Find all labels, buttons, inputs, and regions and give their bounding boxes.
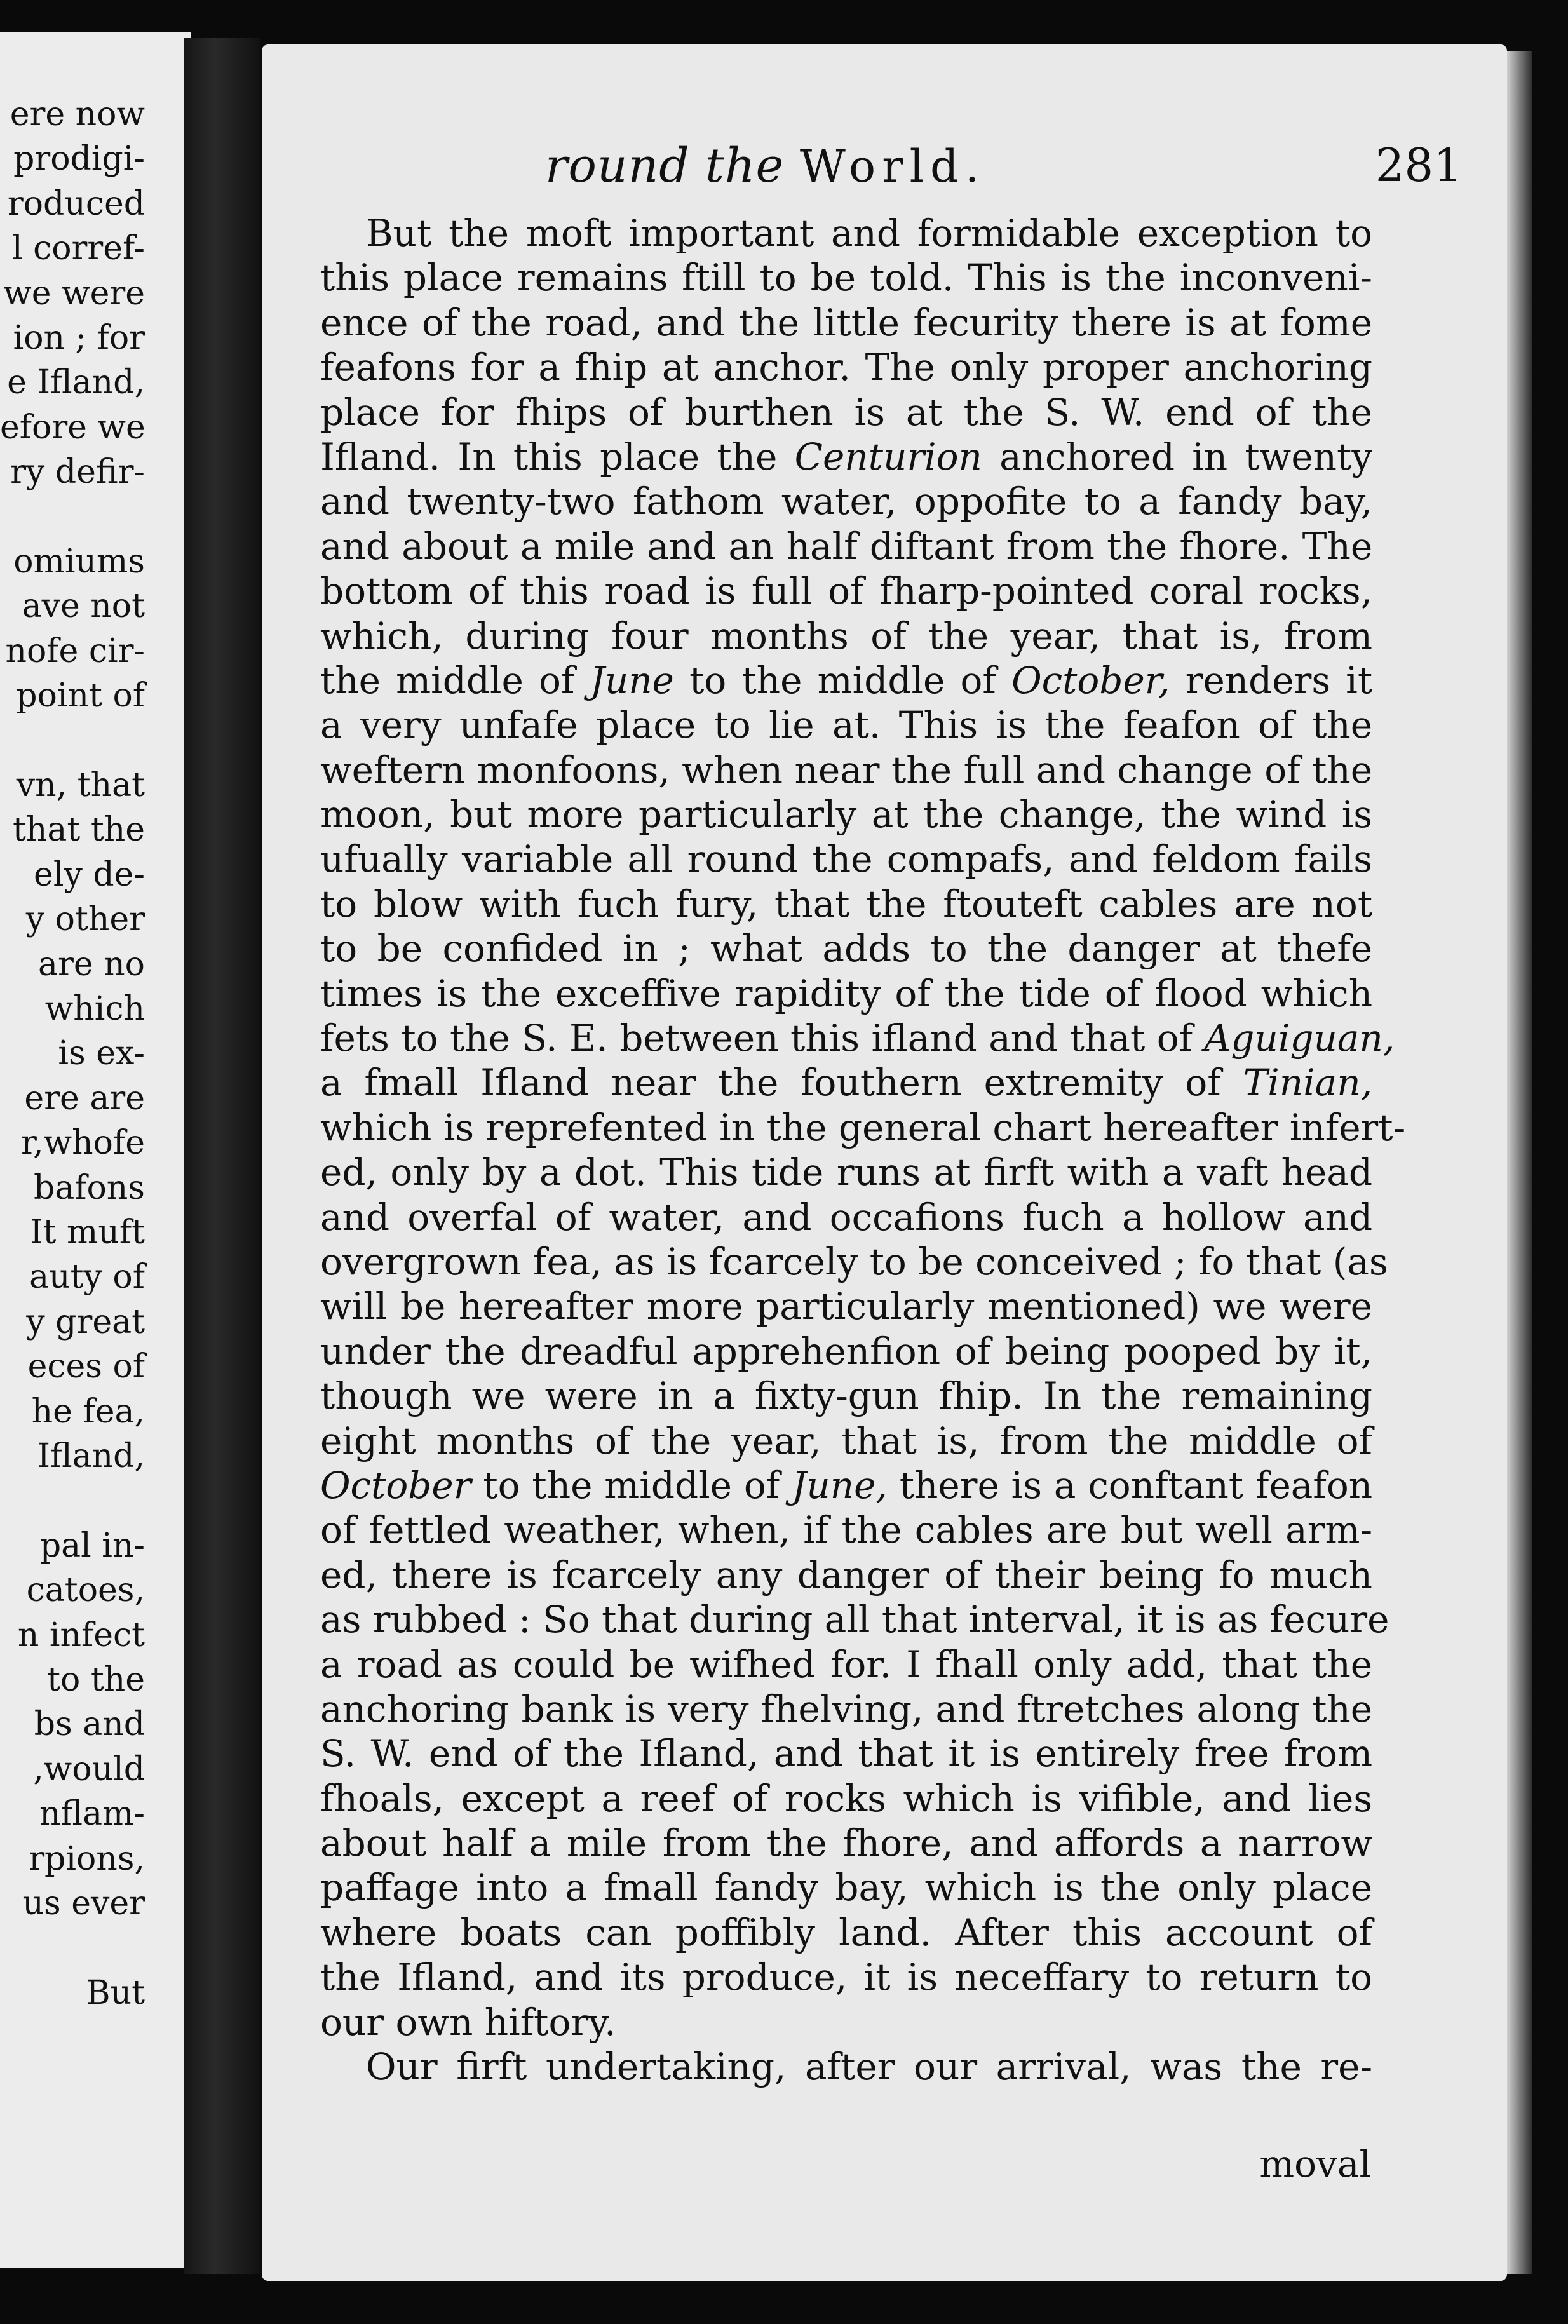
left-page-line: ely de- [34,855,145,894]
book-page [262,44,1507,2281]
text-line: as rubbed : So that during all that interval, it is as fecure [320,1598,1389,1642]
text-line: a very unfafe place to lie at. This is the feafon of the [320,703,1373,747]
running-head-title [545,138,985,193]
left-page-line: to the [47,1661,145,1699]
left-page-line: ere now [10,95,145,133]
left-page-line: pal in- [39,1526,145,1565]
text-line: of fettled weather, when, if the cables are but well arm- [320,1508,1373,1552]
page-edge [1507,51,1532,2274]
text-line: eight months of the year, that is, from the middle of [320,1419,1373,1463]
text-line: Ifland. In this place the Centurion anchored in twenty [320,435,1373,478]
left-page-line: which [44,990,145,1028]
text-line: bottom of this road is full of fharp-pointed coral rocks, [320,569,1373,613]
text-line: ed, only by a dot. This tide runs at firft with a vaft head [320,1151,1372,1194]
text-line: ed, there is fcarcely any danger of their being fo much [320,1553,1372,1597]
text-line: and twenty-two fathom water, oppofite to a fandy bay, [320,480,1373,524]
left-page-line: ere are [24,1079,145,1118]
left-page-line: efore we [0,408,145,447]
text-line: the middle of June to the middle of October, renders it [320,658,1373,702]
text-line: Our firft undertaking, after our arrival, was the re- [366,2045,1373,2089]
left-page-line: we were [3,274,145,313]
text-line: though we were in a fixty-gun fhip. In the remaining [320,1374,1373,1418]
text-line: fhoals, except a reef of rocks which is vifible, and lies [320,1776,1373,1820]
text-line: a road as could be wifhed for. I fhall only add, that the [320,1642,1373,1686]
left-page-line: auty of [29,1258,145,1297]
text-line: S. W. end of the Ifland, and that it is entirely free from [320,1732,1373,1776]
text-line: where boats can poffibly land. After this account of [320,1910,1372,1954]
left-page-line: are no [38,945,145,983]
text-line: But the moft important and formidable exception to [366,212,1373,255]
text-line: feafons for a fhip at anchor. The only proper anchoring [320,346,1373,389]
text-line: which is reprefented in the general chart hereafter infert- [320,1105,1406,1149]
text-line: ence of the road, and the little fecurity there is at fome [320,301,1373,344]
left-page-line: y great [26,1302,145,1341]
catchword: moval [1259,2142,1371,2186]
text-line: this place remains ftill to be told. This is the inconveni- [320,256,1372,300]
book-gutter [184,38,260,2274]
text-line: paffage into a fmall fandy bay, which is the only place [320,1866,1373,1910]
running-head [262,138,1507,196]
left-page-line: vn, that [16,766,145,804]
left-page-line: rpions, [29,1839,145,1878]
left-page-line: nflam- [39,1795,145,1834]
left-page-line: eces of [27,1348,145,1386]
left-page-line: is ex- [58,1034,145,1073]
text-line: which, during four months of the year, that is, from [320,614,1373,658]
text-line: times is the exceffive rapidity of the tide of flood which [320,971,1373,1015]
left-page-line: ,would [33,1750,145,1788]
text-line: our own hiftory. [320,2000,616,2044]
left-page-line: omiums [13,543,145,581]
left-page-line: point of [16,677,145,715]
left-page-line: ion ; for [13,319,145,357]
running-head-caps: World. [799,140,986,193]
left-page-fragment [0,32,191,2268]
left-page-line: n infect [17,1616,145,1654]
text-line: a fmall Ifland near the fouthern extremity of Tinian, [320,1061,1373,1105]
text-line: fets to the S. E. between this ifland and that of Aguiguan, [320,1017,1395,1060]
text-line: place for fhips of burthen is at the S. W. end of the [320,390,1372,434]
left-page-line: But [86,1973,145,2012]
left-page-line: ave not [22,587,145,626]
text-line: the Ifland, and its produce, it is neceffary to return to [320,1956,1373,1999]
text-line: overgrown fea, as is fcarcely to be conceived ; fo that (as [320,1240,1388,1283]
text-line: to be confided in ; what adds to the danger at thefe [320,927,1373,971]
text-line: will be hereafter more particularly mentioned) we were [320,1285,1373,1328]
left-page-line: ry defir- [10,453,145,492]
page-number: 281 [1375,138,1463,192]
left-page-line: us ever [22,1884,145,1922]
left-page-line: r,whofe [21,1124,145,1163]
body-text [320,211,1406,2089]
text-line: weftern monfoons, when near the full and change of the [320,748,1373,792]
text-line: October to the middle of June, there is a conftant feafon [320,1463,1373,1507]
left-page-line: l corref- [11,229,145,268]
left-page-line: bs and [34,1705,145,1744]
left-page-line: prodigi- [13,140,145,179]
text-line: and about a mile and an half diftant from the fhore. The [320,524,1373,568]
left-page-line: nofe cir- [5,632,145,670]
left-page-line: roduced [7,184,145,223]
text-line: anchoring bank is very fhelving, and ftretches along the [320,1687,1373,1731]
text-line: under the dreadful apprehenfion of being pooped by it, [320,1329,1373,1373]
left-page-line: It muft [30,1213,145,1252]
left-page-line: catoes, [26,1571,145,1610]
text-line: about half a mile from the fhore, and affords a narrow [320,1821,1373,1865]
text-line: to blow with fuch fury, that the ftouteft cables are not [320,882,1373,926]
left-page-line: e Ifland, [7,363,145,402]
running-head-prefix: round the [545,138,785,193]
text-line: ufually variable all round the compafs, and feldom fails [320,837,1373,881]
text-line: moon, but more particularly at the change, the wind is [320,793,1373,837]
text-line: and overfal of water, and occafions fuch a hollow and [320,1195,1373,1239]
left-page-line: Ifland, [37,1437,145,1475]
left-page-line: bafons [33,1168,145,1207]
left-page-line: he fea, [31,1392,145,1431]
left-page-line: y other [25,900,145,939]
left-page-line: that the [13,811,145,849]
